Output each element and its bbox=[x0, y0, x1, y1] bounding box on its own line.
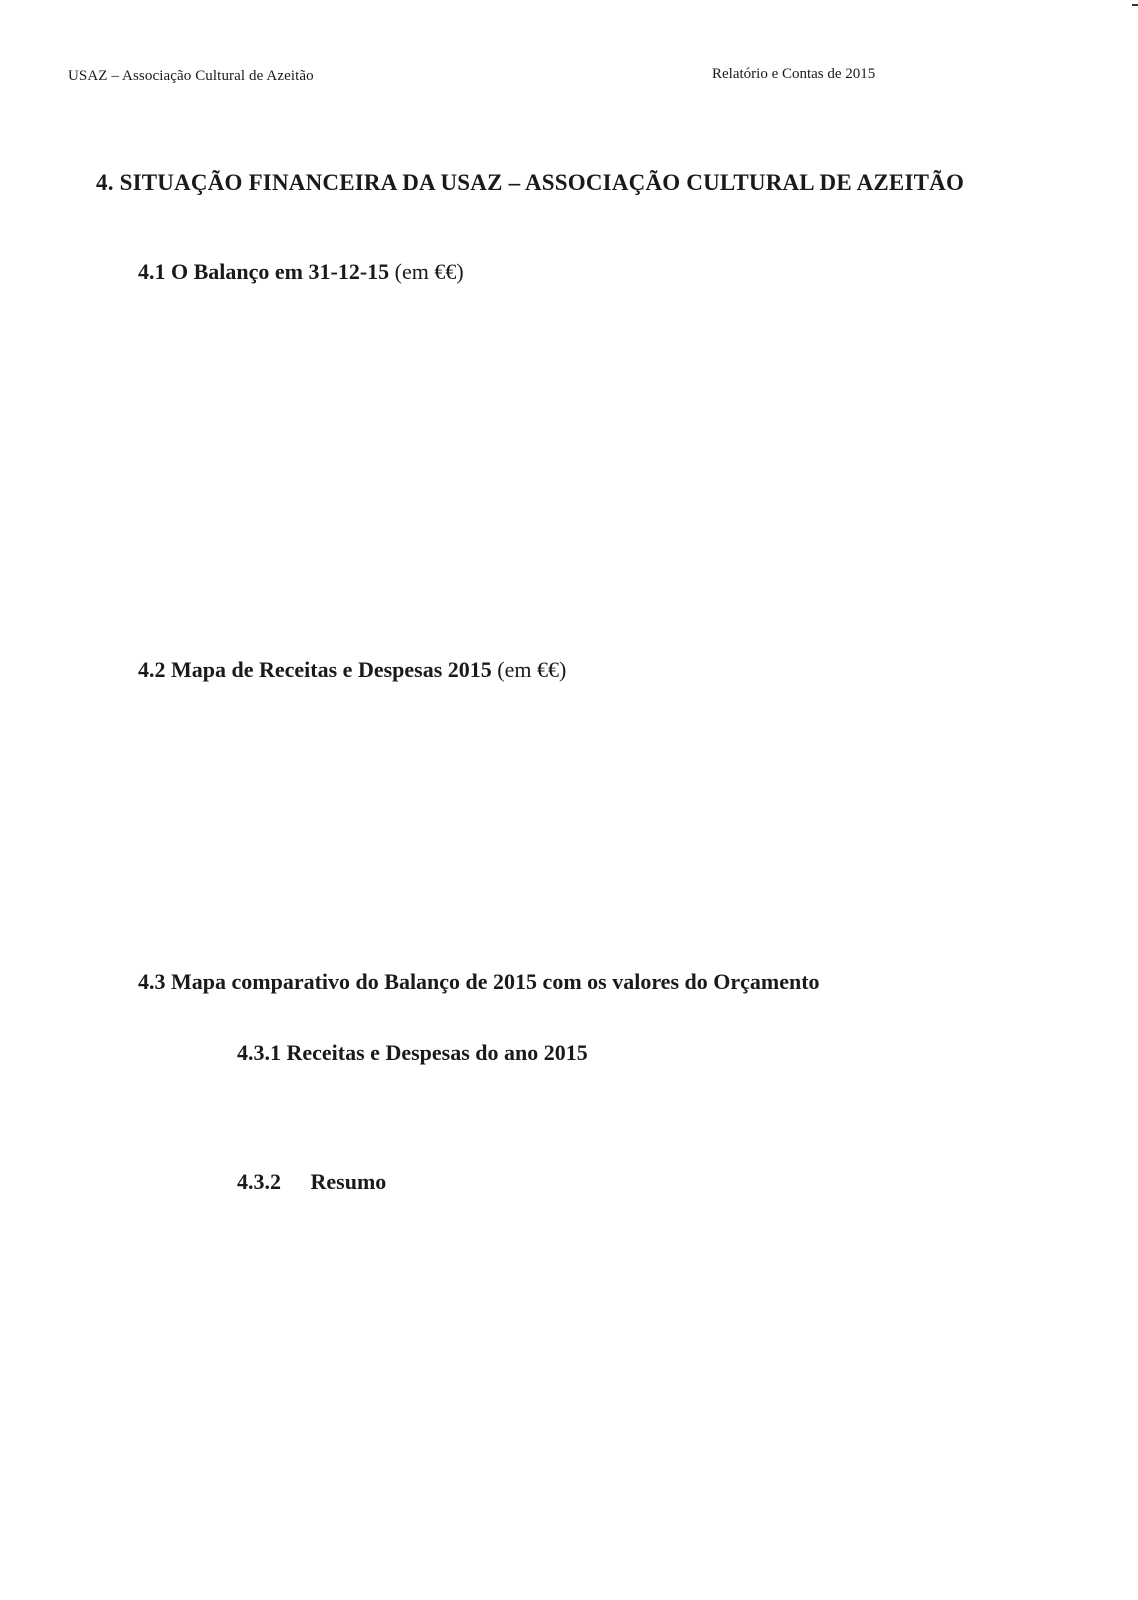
subsection-number: 4.3.1 bbox=[237, 1040, 281, 1065]
section-heading: 4. SITUAÇÃO FINANCEIRA DA USAZ – ASSOCIAÇÃO CULTURAL DE AZEITÃO bbox=[96, 170, 965, 195]
subsection-number: 4.1 bbox=[138, 259, 166, 284]
subsection-number: 4.2 bbox=[138, 657, 166, 682]
subsection-unit: (em €€) bbox=[497, 657, 567, 682]
subsection-4-1 bbox=[138, 259, 464, 285]
subsection-title: O Balanço em 31-12-15 bbox=[171, 259, 390, 284]
subsection-title: Mapa comparativo do Balanço de 2015 com os valores do Orçamento bbox=[171, 969, 820, 994]
subsection-4-2 bbox=[138, 657, 566, 683]
subsection-unit: (em €€) bbox=[394, 259, 464, 284]
subsection-title: Receitas e Despesas do ano 2015 bbox=[286, 1040, 588, 1065]
subsection-title: Resumo bbox=[310, 1169, 387, 1194]
subsection-4-3 bbox=[138, 969, 820, 995]
subsection-number: 4.3.2 bbox=[237, 1169, 281, 1194]
subsection-title: Mapa de Receitas e Despesas 2015 bbox=[171, 657, 492, 682]
subsection-4-3-2 bbox=[237, 1169, 386, 1195]
scan-mark bbox=[1132, 4, 1138, 6]
header-organization: USAZ – Associação Cultural de Azeitão bbox=[68, 68, 314, 84]
subsection-4-3-1 bbox=[237, 1040, 588, 1066]
subsection-number: 4.3 bbox=[138, 969, 166, 994]
header-report-title: Relatório e Contas de 2015 bbox=[712, 66, 876, 82]
